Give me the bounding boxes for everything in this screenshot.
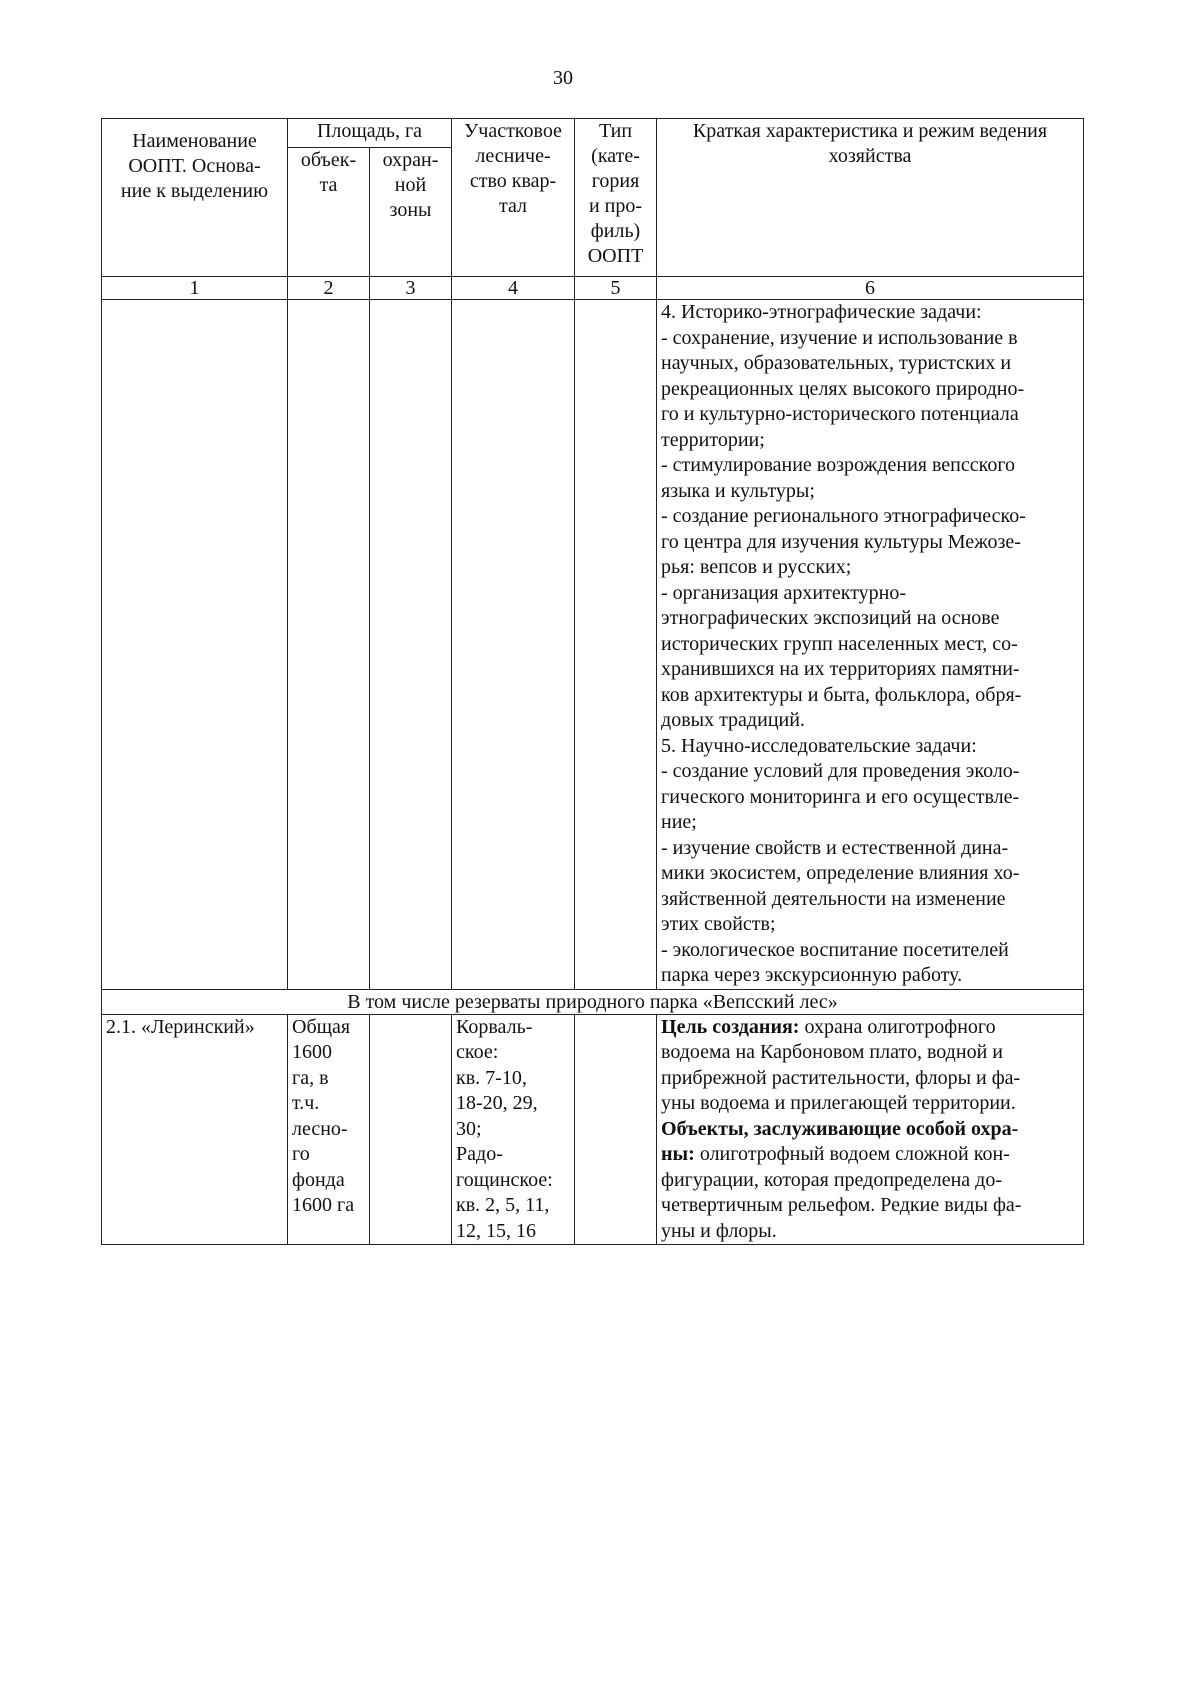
goal-label: Цель создания:	[661, 1015, 800, 1038]
text-line: ние;	[661, 811, 697, 833]
continued-row	[102, 300, 1084, 990]
goal-text: охрана олиготрофного	[804, 1015, 996, 1038]
oopt-table	[101, 118, 1084, 1245]
area-line: га, в	[292, 1066, 329, 1089]
text-line: водоема на Карбоновом плато, водной и	[661, 1041, 1003, 1063]
header-row-1	[102, 119, 1084, 148]
continued-description	[657, 300, 1084, 990]
objects-label: Объекты, заслуживающие особой охра-	[661, 1117, 1019, 1140]
text-line: рекреационных целях высокого природно-	[661, 377, 1025, 400]
column-number-row	[102, 277, 1084, 300]
header-area-buffer-line: зоны	[389, 199, 432, 221]
header-area-object-line: объек-	[300, 149, 357, 171]
text-line: мики экосистем, определение влияния хо-	[661, 862, 1020, 884]
header-type-line: филь)	[590, 220, 641, 242]
text-line: - сохранение, изучение и использование в	[661, 326, 1018, 349]
header-area-buffer-line: охран-	[382, 149, 439, 171]
forestry-line: Корваль-	[456, 1015, 533, 1038]
text-line: фигурации, которая предопределена до-	[661, 1168, 1002, 1191]
header-type-line: гория	[591, 170, 640, 192]
empty-cell	[288, 300, 370, 990]
page-number: 30	[553, 67, 573, 89]
header-name	[102, 119, 288, 277]
text-line: научных, образовательных, туристских и	[661, 352, 1012, 374]
text-line: языка и культуры;	[661, 479, 815, 502]
reserve-area-buffer	[370, 1014, 452, 1245]
text-line: - организация архитектурно-	[661, 581, 907, 604]
header-forestry-line: тал	[499, 195, 528, 217]
text-line: прибрежной растительности, флоры и фа-	[661, 1066, 1021, 1089]
text-line: уны и флоры.	[661, 1219, 777, 1242]
area-line: Общая	[292, 1015, 351, 1038]
header-area-group: Площадь, га	[288, 119, 452, 148]
text-line: парка через экскурсионную работу.	[661, 964, 963, 986]
text-line	[661, 1142, 1079, 1168]
forestry-line: гощинское:	[456, 1168, 553, 1191]
forestry-line: 12, 15, 16	[456, 1219, 537, 1242]
column-number: 6	[657, 277, 1084, 300]
area-line: лесно-	[292, 1117, 348, 1140]
header-forestry	[452, 119, 575, 277]
text-line	[661, 1117, 1079, 1143]
header-forestry-line: лесниче-	[475, 145, 551, 167]
forestry-line: кв. 2, 5, 11,	[456, 1194, 550, 1216]
text-line: 4. Историко-этнографические задачи:	[661, 301, 982, 323]
header-description-line: хозяйства	[828, 145, 912, 167]
column-number: 1	[102, 277, 288, 300]
reserve-area-object	[288, 1014, 370, 1245]
empty-cell	[575, 300, 657, 990]
header-area-object-line: та	[319, 174, 338, 196]
text-line: рья: вепсов и русских;	[661, 556, 852, 578]
text-line: - стимулирование возрождения вепсского	[661, 454, 1016, 476]
text-line: этнографических экспозиций на основе	[661, 607, 1000, 629]
header-area-buffer-line: ной	[394, 174, 427, 196]
text-line: довых традиций.	[661, 709, 805, 731]
area-line: т.ч.	[292, 1092, 320, 1114]
text-line: хранившихся на их территориях памятни-	[661, 658, 1020, 680]
header-name-line: ние к выделению	[120, 180, 269, 202]
header-forestry-line: ство квар-	[469, 170, 557, 192]
text-line: территории;	[661, 428, 765, 451]
area-line: 1600 га	[292, 1194, 355, 1216]
header-description	[657, 119, 1084, 277]
forestry-line: 18-20, 29,	[456, 1092, 538, 1114]
empty-cell	[102, 300, 288, 990]
header-name-line: Наименование	[132, 130, 257, 152]
header-type-line: (кате-	[591, 145, 640, 167]
reserve-row	[102, 1014, 1084, 1245]
text-line: - изучение свойств и естественной дина-	[661, 836, 1009, 859]
area-line: фонда	[292, 1168, 345, 1191]
header-type-line: Тип	[598, 120, 633, 142]
reserve-forestry	[452, 1014, 575, 1245]
header-forestry-line: Участковое	[464, 120, 562, 142]
header-type	[575, 119, 657, 277]
column-number: 5	[575, 277, 657, 300]
text-line: го центра для изучения культуры Межозе-	[661, 530, 1021, 553]
text-line: - создание регионального этнографическо-	[661, 505, 1026, 527]
empty-cell	[370, 300, 452, 990]
forestry-line: кв. 7-10,	[456, 1066, 527, 1089]
header-area-buffer	[370, 148, 452, 277]
text-line: 5. Научно-исследовательские задачи:	[661, 734, 977, 757]
objects-label-end: ны:	[661, 1143, 695, 1165]
empty-cell	[452, 300, 575, 990]
text-line: этих свойств;	[661, 913, 776, 935]
forestry-line: ское:	[456, 1041, 499, 1063]
reserve-description	[657, 1014, 1084, 1245]
text-line: зяйственной деятельности на изменение	[661, 887, 1006, 910]
header-area-object	[288, 148, 370, 277]
text-line: - создание условий для проведения эколо-	[661, 760, 1020, 782]
text-line: гического мониторинга и его осуществле-	[661, 785, 1020, 808]
text-line: исторических групп населенных мест, со-	[661, 632, 1018, 655]
area-line: го	[292, 1143, 310, 1165]
text-line: ков архитектуры и быта, фольклора, обря-	[661, 683, 1022, 706]
column-number: 4	[452, 277, 575, 300]
forestry-line: Радо-	[456, 1143, 503, 1165]
objects-text: олиготрофный водоем сложной кон-	[699, 1143, 1010, 1165]
header-type-line: ООПТ	[587, 245, 644, 267]
text-line: го и культурно-исторического потенциала	[661, 403, 1019, 425]
text-line: - экологическое воспитание посетителей	[661, 938, 1009, 961]
section-title: В том числе резерваты природного парка «Вепсский лес»	[102, 989, 1084, 1014]
reserve-type	[575, 1014, 657, 1245]
forestry-line: 30;	[456, 1117, 482, 1140]
header-name-line: ООПТ. Основа-	[128, 155, 261, 177]
section-row	[102, 989, 1084, 1014]
text-line: уны водоема и прилегающей территории.	[661, 1092, 1016, 1114]
reserve-name: 2.1. «Леринский»	[102, 1014, 288, 1245]
header-description-line: Краткая характеристика и режим ведения	[692, 120, 1048, 142]
area-line: 1600	[292, 1041, 332, 1063]
column-number: 2	[288, 277, 370, 300]
column-number: 3	[370, 277, 452, 300]
header-type-line: и про-	[588, 195, 643, 217]
text-line: четвертичным рельефом. Редкие виды фа-	[661, 1194, 1022, 1216]
text-line	[661, 1015, 1079, 1041]
